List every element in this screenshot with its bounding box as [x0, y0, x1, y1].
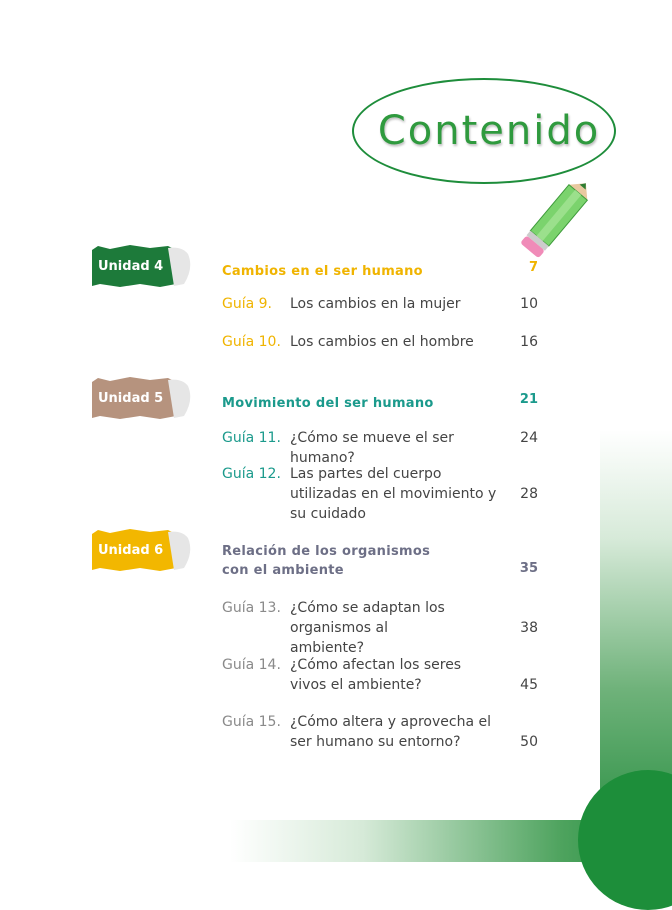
unit-5-badge — [90, 376, 200, 420]
unit-5-page: 21 — [519, 392, 538, 407]
guide-9-text: Los cambios en la mujer — [290, 296, 461, 312]
unit-4-badge — [90, 244, 200, 288]
unit-6-title: Relación de los organismos con el ambiente — [222, 544, 431, 578]
unit-4-title: Cambios en el ser humano — [222, 264, 423, 279]
guide-11-text: ¿Cómo se mueve el ser humano? — [290, 430, 454, 466]
unit-6-badge-label: Unidad 6 — [98, 542, 164, 558]
guide-14-text: ¿Cómo afectan los seres vivos el ambiente? — [290, 657, 462, 693]
unit-6-badge — [90, 528, 200, 572]
guide-11-page: 24 — [520, 430, 538, 446]
unit-5-title: Movimiento del ser humano — [222, 396, 434, 411]
page-title: Contenido — [377, 108, 601, 154]
guide-9-row[interactable] — [222, 294, 540, 314]
guide-9-page: 10 — [520, 296, 538, 312]
unit-4-heading[interactable] — [222, 260, 540, 278]
pencil-icon — [515, 180, 595, 260]
guide-13-label: Guía 13. — [222, 600, 281, 616]
guide-10-row[interactable] — [222, 332, 540, 352]
guide-13-page: 38 — [520, 620, 538, 636]
decorative-green-corner — [578, 770, 672, 910]
guide-12-page: 28 — [520, 486, 538, 502]
guide-11-label: Guía 11. — [222, 430, 281, 446]
title-oval — [352, 78, 616, 184]
unit-5-heading[interactable] — [222, 392, 540, 410]
guide-10-label: Guía 10. — [222, 334, 281, 350]
guide-14-row[interactable] — [222, 655, 540, 695]
guide-12-row[interactable] — [222, 464, 540, 522]
unit-6-heading[interactable] — [222, 542, 540, 582]
guide-12-text: Las partes del cuerpo utilizadas en el movimiento y su cuidado — [290, 466, 497, 522]
guide-15-text: ¿Cómo altera y aprovecha el ser humano su entorno? — [290, 714, 491, 750]
guide-12-label: Guía 12. — [222, 466, 281, 482]
guide-14-page: 45 — [520, 677, 538, 693]
guide-10-text: Los cambios en el hombre — [290, 334, 474, 350]
guide-15-label: Guía 15. — [222, 714, 281, 730]
unit-4-page: 7 — [528, 260, 538, 275]
unit-6-page: 35 — [519, 561, 538, 576]
guide-13-row[interactable] — [222, 598, 540, 656]
guide-14-label: Guía 14. — [222, 657, 281, 673]
unit-5-badge-label: Unidad 5 — [98, 390, 164, 406]
guide-15-page: 50 — [520, 734, 538, 750]
unit-4-badge-label: Unidad 4 — [98, 258, 164, 274]
guide-11-row[interactable] — [222, 428, 540, 466]
guide-13-text: ¿Cómo se adaptan los organismos al ambiente? — [290, 600, 445, 656]
guide-15-row[interactable] — [222, 712, 540, 752]
guide-9-label: Guía 9. — [222, 296, 272, 312]
guide-10-page: 16 — [520, 334, 538, 350]
